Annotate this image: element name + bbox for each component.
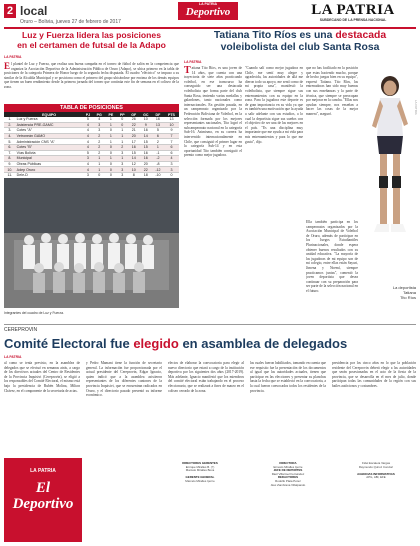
- standings-cell: 3: [117, 150, 128, 156]
- standings-cell: 26: [128, 117, 140, 122]
- standings-col-header: GF: [128, 112, 140, 117]
- standings-cell: 1.: [4, 117, 16, 122]
- section-title: local: [20, 4, 48, 18]
- volleyball-headline: Tatiana Tito Ríos es una destacada voleibolista del club Santa Rosa: [213, 30, 387, 53]
- masthead: [292, 2, 414, 22]
- futsal-standings: [4, 104, 179, 184]
- standings-cell: 4: [83, 128, 94, 134]
- team-name: Vetroneán GAMO: [16, 133, 83, 139]
- standings-col-header: EQUIPO: [16, 112, 83, 117]
- standings-cell: 0: [105, 172, 116, 178]
- futsal-byline: LA PATRIA: [4, 55, 22, 59]
- footer-deportivo-logo: LA PATRIA El Deportivo: [4, 458, 82, 542]
- standings-col-header: PG: [93, 112, 105, 117]
- standings-cell: 14: [128, 156, 140, 162]
- standings-cell: 6.: [4, 144, 16, 150]
- team-name: Obras Públicas: [16, 161, 83, 167]
- standings-cell: 4: [83, 161, 94, 167]
- team-name: Cotes "B": [16, 144, 83, 150]
- futsal-body: [4, 62, 179, 102]
- volleyball-col-2: "Cuando salí como mejor jugadora en Chile, me sentí muy alegre y agradecida, las autoridades de allá me dieron todo su apoyo, me sentí como de mi propia casa", manifestó la voleibolista, que siempre sigue sus entrenamientos con su equipo en la zona. Para la jugadora este deporte es de gran importancia en su vida ya que es también una motivación que la ayuda a salir adelante con sus estudios, a lo cual la deportista sigue sus sueños con el objetivo de ser una de las mejores en el país. "Es una disciplina muy importante que me ayuda a mi vida para mis entrenamientos y para lo que me gusta", dijo.: [245, 66, 303, 144]
- credits-col-2: DIRECTORA Ernesto Miralles Iporre JEFE DE DEPORTES Raúl Villarroel Fernández REDACTORES Rodolfo Plata Pérez Alex Zambrana Villalpando: [270, 461, 306, 487]
- standings-cell: 8: [128, 172, 140, 178]
- masthead-title: LA PATRIA: [311, 2, 395, 18]
- team-name: Administración CNS "A": [16, 139, 83, 145]
- standings-cell: 0: [105, 144, 116, 150]
- standings-cell: 13: [164, 117, 179, 122]
- standings-cell: 21: [128, 128, 140, 134]
- standings-cell: 15: [140, 144, 152, 150]
- standings-cell: 0: [164, 172, 179, 178]
- standings-col-header: PTS: [164, 112, 179, 117]
- standings-cell: -12: [152, 167, 164, 173]
- standings-cell: 2: [93, 133, 105, 139]
- standings-cell: 15: [140, 139, 152, 145]
- standings-cell: 5.: [4, 139, 16, 145]
- team-name: Vías Bolivia: [16, 150, 83, 156]
- standings-cell: -1: [152, 150, 164, 156]
- standings-cell: -2: [152, 156, 164, 162]
- standings-col-header: DF: [152, 112, 164, 117]
- standings-cell: 3: [117, 161, 128, 167]
- standings-cell: 0: [105, 161, 116, 167]
- comite-byline: LA PATRIA: [4, 355, 22, 359]
- standings-cell: 4.: [4, 133, 16, 139]
- standings-cell: 13: [152, 122, 164, 128]
- standings-cell: 4: [83, 144, 94, 150]
- standings-cell: 16: [140, 128, 152, 134]
- standings-cell: 18: [140, 172, 152, 178]
- standings-cell: 5: [83, 150, 94, 156]
- standings-cell: 6: [164, 144, 179, 150]
- futsal-headline: Luz y Fuerza lidera las posiciones en el certamen de futsal de la Adapo: [17, 30, 166, 50]
- standings-cell: 16: [140, 150, 152, 156]
- standings-cell: 1: [117, 133, 128, 139]
- comite-col-1: al como se tenía previsto, en la asamblea de delegados que se efectuó en semanas atrás, a cargo de los directivos actuales del Centro de Residentes de la Provincia Inquisivi (Cereprovin), se eligió a los responsables del Comité Electoral, el mismo está bajo la presidencia de Rubén Molina, Milton Chávez, en el componente de la secretaría de actas.: [4, 361, 80, 393]
- section-divider: [4, 324, 416, 325]
- futsal-team-photo: [4, 178, 179, 308]
- standings-cell: 4: [83, 122, 94, 128]
- standings-cell: 10: [164, 122, 179, 128]
- player-photo-caption: La deportista Tatiana Tito Ríos: [392, 285, 416, 300]
- futsal-photo-caption: Integrantes del cuadro de Luz y Fuerza.: [4, 311, 64, 315]
- standings-cell: 16: [140, 156, 152, 162]
- standings-cell: 3: [93, 128, 105, 134]
- standings-cell: 7: [164, 133, 179, 139]
- standings-col-header: PP: [117, 112, 128, 117]
- standings-cell: 12: [128, 161, 140, 167]
- standings-cell: 7: [164, 139, 179, 145]
- standings-cell: 1: [117, 139, 128, 145]
- standings-cell: 2: [152, 139, 164, 145]
- standings-table: [4, 112, 179, 179]
- standings-cell: 9: [164, 128, 179, 134]
- comite-col-3: electos de elaborar la convocatoria para elegir al nuevo directorio que estará a cargo de la institución deportiva por los siguientes dos años (2017-2019). Más adelante, Ignacio manifestó que los miembros del comité electoral están trabajando en el proceso eleccionario, que se realizará a fines de marzo en el coliseo cerrado de la zona.: [168, 361, 244, 393]
- team-name: Cotes "A": [16, 128, 83, 134]
- standings-cell: 1: [105, 133, 116, 139]
- standings-cell: 0: [93, 172, 105, 178]
- standings-cell: 15: [128, 150, 140, 156]
- standings-cell: 0: [105, 150, 116, 156]
- standings-cell: 2: [93, 144, 105, 150]
- futsal-drop-cap: E: [4, 62, 11, 71]
- standings-cell: 10: [140, 117, 152, 122]
- team-name: Asistencia PRE-GAMC: [16, 122, 83, 128]
- standings-cell: 0: [117, 117, 128, 122]
- standings-cell: 1: [93, 167, 105, 173]
- deportivo-logo: LA PATRIA Deportivo: [178, 2, 238, 20]
- volleyball-byline: LA PATRIA: [184, 60, 202, 64]
- standings-cell: 2: [93, 139, 105, 145]
- date-line: Oruro – Bolivia, jueves 27 de febrero de 2017: [20, 19, 121, 25]
- headline-highlight: destacada: [335, 30, 387, 41]
- standings-cell: 1: [93, 156, 105, 162]
- masthead-subtitle: SUBDECANO DE LA PRENSA NACIONAL: [319, 18, 387, 22]
- standings-cell: 4: [83, 167, 94, 173]
- volleyball-col-4: Ella también participa en los campeonatos organizados por la Asociación Municipal de Voleibol de Oruro, además de participar en los Juegos Estudiantiles Plurinacionales, donde espera obtener buenos resultados con su unidad educativa. "La mayoría de las jugadoras de mi equipo son de mi colegio, entre ellas están Sayuri, Jimena y Noemí, siempre practicamos juntas", comentó la joven deportista que desea continuar con su preparación para ser parte de la selección nacional en el futuro.: [306, 220, 358, 293]
- standings-cell: 5: [152, 128, 164, 134]
- standings-cell: 4: [83, 133, 94, 139]
- standings-cell: 16: [152, 117, 164, 122]
- standings-cell: 4: [164, 156, 179, 162]
- player-figure: [360, 66, 416, 276]
- standings-cell: 0: [117, 122, 128, 128]
- standings-col-header: PJ: [83, 112, 94, 117]
- standings-cell: 2: [117, 144, 128, 150]
- standings-col-header: PE: [105, 112, 116, 117]
- standings-title: TABLA DE POSICIONES: [4, 104, 179, 112]
- standings-cell: 1: [152, 144, 164, 150]
- standings-cell: 8.: [4, 156, 16, 162]
- team-name: Municipal: [16, 156, 83, 162]
- standings-cell: 6: [152, 133, 164, 139]
- page-number: 2: [4, 4, 16, 18]
- standings-cell: 3: [83, 156, 94, 162]
- comite-headline: Comité Electoral fue elegido en asamblea de delegados: [4, 336, 348, 351]
- standings-cell: 1: [93, 161, 105, 167]
- standings-cell: 0: [105, 128, 116, 134]
- standings-cell: 16: [128, 144, 140, 150]
- volleyball-drop-cap: T: [184, 66, 191, 76]
- comite-kicker: CEREPROVIN: [4, 327, 38, 333]
- header-rule: [4, 27, 416, 29]
- standings-cell: 4: [83, 139, 94, 145]
- standings-cell: 1: [105, 117, 116, 122]
- standings-cell: 10: [128, 167, 140, 173]
- volleyball-player-photo: [360, 66, 416, 312]
- standings-cell: 1: [105, 156, 116, 162]
- team-photo-figure: [4, 178, 179, 308]
- side-tag: LA PATRIA: [414, 100, 418, 115]
- standings-cell: 0: [105, 167, 116, 173]
- standings-cell: -8: [152, 161, 164, 167]
- standings-cell: 9.: [4, 161, 16, 167]
- team-name: Luz y Fuerza: [16, 117, 83, 122]
- standings-cell: 1: [117, 156, 128, 162]
- standings-col-header: GC: [140, 112, 152, 117]
- comite-col-4: las cuales fueron habilitados, tomando en cuenta que ese requisito fue la presentación de los documentos al igual que las autoridades actuales, tienen que participar en las elecciones y presentar su planchas hasta la fecha que se estableció en la convocatoria, a la cual fueron convocados todos los residentes de la provincia.: [250, 361, 326, 393]
- standings-cell: 3: [83, 172, 94, 178]
- team-name: Dele-D: [16, 172, 83, 178]
- volleyball-col-1: T atiana Tito Ríos, es una joven de 14 años, que cuenta con una trayectoria de siete años practicando voleibol, en ese transcurso ha conseguido ser una destacada voleibolista que forma parte del club Santa Rosa, teniendo varias medallas y galardones, tanto nacionales como internacionales. En gestión pasada, en un campeonato organizado por la Federación Boliviana de Voleibol, en la selección formada por los mejores representantes nacionales, Tito logró el subcampeonato nacional en la categoría Sub-16. Asimismo, en su carrera ha intervenido internacionalmente en Chile, que consiguió el primer lugar en la categoría Sub-14 y en esta oportunidad Tito también consiguió el premio como mejor jugadora.: [184, 66, 242, 158]
- standings-cell: 3: [164, 161, 179, 167]
- standings-cell: 20: [140, 161, 152, 167]
- credits-col-3: Fidel Escalera Vargas Raymundo Quiroz Condori AGENCIAS INFORMATIVAS APG, ABI, EFE: [357, 461, 395, 480]
- comite-headline-highlight: elegido: [133, 336, 179, 351]
- standings-cell: 6: [164, 150, 179, 156]
- standings-cell: 4: [93, 117, 105, 122]
- standings-cell: -10: [152, 172, 164, 178]
- team-name: Adep Oruro: [16, 167, 83, 173]
- standings-cell: 14: [140, 133, 152, 139]
- standings-cell: 22: [128, 122, 140, 128]
- standings-cell: 7.: [4, 150, 16, 156]
- standings-cell: 10.: [4, 167, 16, 173]
- standings-cell: 2.: [4, 122, 16, 128]
- standings-cell: 17: [128, 139, 140, 145]
- volleyball-col-3: que no has facilitado en la posición que estas haciendo mucho, porque de hecho juegas bien en su equipo", expresó Tatiana. Tito Ríos, las entrenadoras han sido muy buenas con sus enseñanzas y la parte de técnica, que siempre se preocupan por mejorar en la cancha. "Ellas nos ayudan siempre, nos enseñan a hacer las cosas de la mejor manera", aseguró.: [306, 66, 358, 116]
- standings-cell: 3: [93, 122, 105, 128]
- standings-cell: 5: [83, 117, 94, 122]
- standings-cell: 1: [105, 122, 116, 128]
- standings-cell: 9: [140, 122, 152, 128]
- standings-cell: 1: [105, 139, 116, 145]
- comite-col-5: presidencia por los cinco años en lo que la población residente del Cereprovin deberá elegir a las autoridades que serán posesionadas en el acto de la fiesta de la provincia, que se desarrolla en el mes de julio, donde participan todas las comunidades de la región con sus bailes autóctonos y costumbres.: [332, 361, 416, 388]
- standings-cell: 22: [140, 167, 152, 173]
- credits-col-1: DIRECTORES GERENTES Enrique Miralles B. (†) Marcelo Miralles Bova GERENTE GENERAL Marcelo Miralles Iporre: [182, 461, 218, 483]
- standings-cell: 2: [93, 150, 105, 156]
- standings-cell: 3.: [4, 128, 16, 134]
- futsal-body-text: l plantel de Luz y Fuerza, que realiza una buena campaña en el torneo de fútbol de salón en la competencia que organiza la Asociación Deportiva de la Administración Pública de Oruro (Adapo), se ubica primero en la tabla de posiciones de la categoría Primera de Honor luego de la segunda fecha disputada. El cuadro "eléctrico" se impuso a su similar de la Alcaldía Municipal y se posiciona como el primero del grupo ubicándose por encima de los demás equipos que tienen un buen rendimiento desde la primera jornada del torneo que continúa este fin de semana en el coliseo de la zona.: [4, 62, 179, 89]
- standings-cell: 3: [117, 172, 128, 178]
- standings-cell: 20: [128, 133, 140, 139]
- standings-cell: 3: [117, 167, 128, 173]
- standings-cell: 1: [117, 128, 128, 134]
- comite-col-2: y Pedro Mamani tiene la función de secretario general. La información fue proporcionada por el actual presidente del Cereprovin, Edgar Ignacio, quien indicó que a la asamblea asistieron representantes de los diferentes cantones de la provincia Inquisivi, que se encuentran radicados en Oruro, y el directorio pasado presentó su informe económico.: [86, 361, 162, 398]
- standings-cell: 11.: [4, 172, 16, 178]
- standings-cell: 3: [164, 167, 179, 173]
